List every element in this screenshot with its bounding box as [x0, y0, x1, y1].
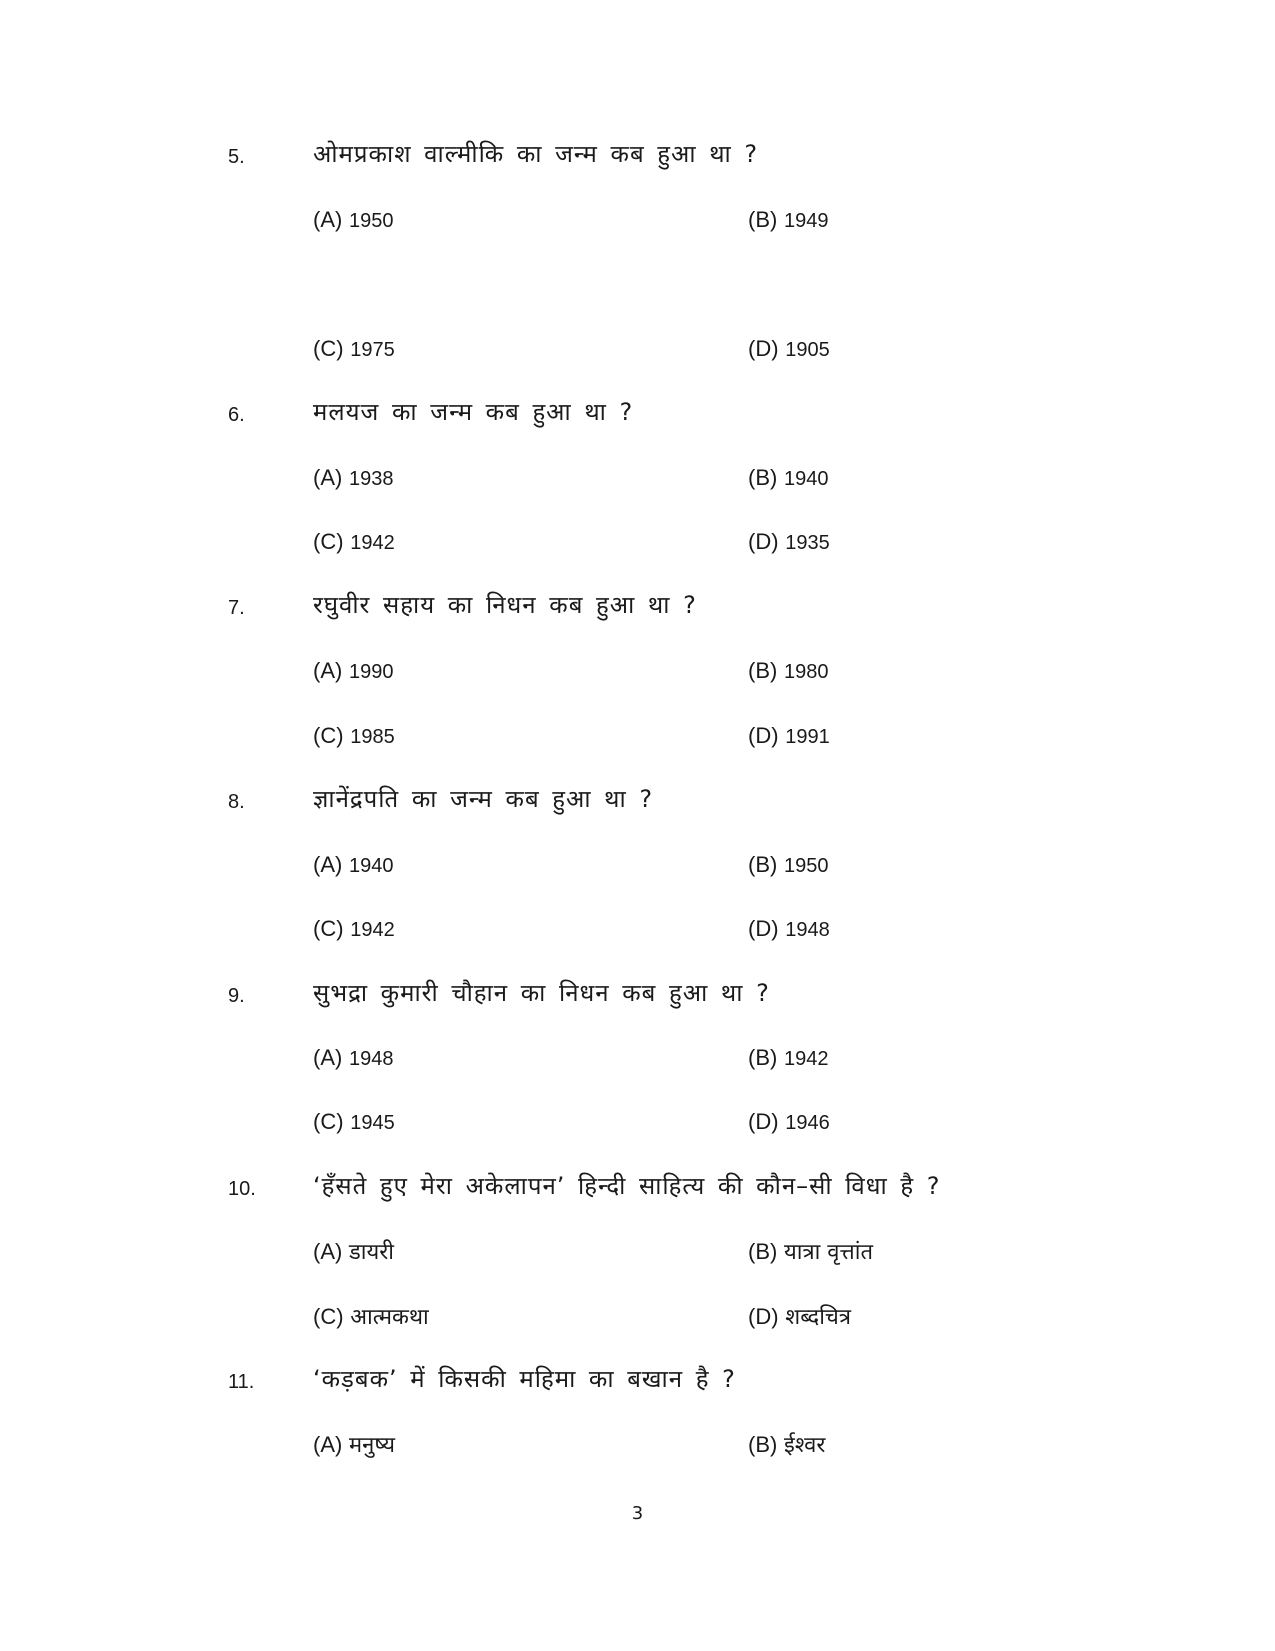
option-c — [313, 1109, 395, 1135]
option-label: (B) — [748, 1432, 778, 1457]
option-value: 1940 — [349, 855, 394, 877]
option-b — [748, 1429, 825, 1459]
option-value: 1938 — [349, 468, 394, 490]
option-label: (C) — [313, 916, 344, 941]
option-label: (B) — [748, 207, 778, 232]
option-label: (D) — [748, 1109, 779, 1134]
option-value: 1949 — [784, 210, 829, 232]
option-label: (D) — [748, 916, 779, 941]
option-value: 1942 — [350, 532, 395, 554]
option-value: 1935 — [785, 532, 830, 554]
question-number: 6. — [228, 404, 245, 426]
option-value: 1980 — [784, 661, 829, 683]
option-value: 1950 — [349, 210, 394, 232]
option-label: (C) — [313, 529, 344, 554]
option-b — [748, 1045, 829, 1071]
option-d — [748, 916, 830, 942]
option-value: 1950 — [784, 855, 829, 877]
option-label: (A) — [313, 207, 343, 232]
option-label: (A) — [313, 1045, 343, 1070]
option-d — [748, 1109, 830, 1135]
question-text: मलयज का जन्म कब हुआ था ? — [313, 398, 634, 426]
question-number: 11. — [228, 1371, 255, 1393]
question-text: ‘कड़बक’ में किसकी महिमा का बखान है ? — [313, 1365, 736, 1393]
option-value: 1975 — [350, 339, 395, 361]
option-value: डायरी — [349, 1240, 394, 1265]
question-number: 8. — [228, 791, 245, 813]
option-c — [313, 916, 395, 942]
option-value: 1946 — [785, 1112, 830, 1134]
option-label: (A) — [313, 1239, 343, 1264]
option-value: 1991 — [785, 726, 830, 748]
option-value: 1905 — [785, 339, 830, 361]
option-label: (B) — [748, 465, 778, 490]
option-a — [313, 465, 394, 491]
question-number: 7. — [228, 597, 245, 619]
option-label: (A) — [313, 1432, 343, 1457]
option-label: (B) — [748, 1045, 778, 1070]
option-label: (C) — [313, 336, 344, 361]
question-text: ओमप्रकाश वाल्मीकि का जन्म कब हुआ था ? — [313, 140, 759, 168]
option-value: 1990 — [349, 661, 394, 683]
option-value: यात्रा वृत्तांत — [784, 1240, 873, 1265]
option-label: (A) — [313, 465, 343, 490]
option-value: 1948 — [785, 919, 830, 941]
question-number: 5. — [228, 146, 245, 168]
option-d — [748, 529, 830, 555]
option-value: मनुष्य — [349, 1433, 395, 1458]
option-value: 1945 — [350, 1112, 395, 1134]
question-text: ‘हँसते हुए मेरा अकेलापन’ हिन्दी साहित्य की कौन–सी विधा है ? — [313, 1172, 941, 1200]
option-b — [748, 207, 829, 233]
option-label: (D) — [748, 1304, 779, 1329]
option-label: (C) — [313, 723, 344, 748]
option-label: (D) — [748, 529, 779, 554]
option-value: 1942 — [350, 919, 395, 941]
option-a — [313, 1429, 395, 1459]
question-text: रघुवीर सहाय का निधन कब हुआ था ? — [313, 591, 697, 619]
option-value: शब्दचित्र — [785, 1305, 852, 1330]
question-text: सुभद्रा कुमारी चौहान का निधन कब हुआ था ? — [313, 979, 770, 1007]
option-d — [748, 723, 830, 749]
option-c — [313, 529, 395, 555]
option-value: 1948 — [349, 1048, 394, 1070]
option-label: (C) — [313, 1304, 344, 1329]
page-number: 3 — [631, 1503, 644, 1524]
option-label: (B) — [748, 658, 778, 683]
option-b — [748, 1236, 873, 1266]
option-label: (A) — [313, 658, 343, 683]
option-value: ईश्वर — [784, 1433, 826, 1458]
option-c — [313, 723, 395, 749]
option-label: (A) — [313, 852, 343, 877]
option-c — [313, 336, 395, 362]
option-a — [313, 1045, 394, 1071]
option-value: आत्मकथा — [350, 1305, 429, 1330]
option-b — [748, 465, 829, 491]
option-value: 1985 — [350, 726, 395, 748]
question-number: 10. — [228, 1178, 256, 1200]
option-label: (D) — [748, 723, 779, 748]
option-value: 1940 — [784, 468, 829, 490]
option-a — [313, 1236, 394, 1266]
option-a — [313, 852, 394, 878]
option-c — [313, 1301, 429, 1331]
option-b — [748, 852, 829, 878]
option-a — [313, 658, 394, 684]
option-label: (B) — [748, 852, 778, 877]
option-d — [748, 1301, 851, 1331]
question-number: 9. — [228, 985, 245, 1007]
option-a — [313, 207, 394, 233]
option-d — [748, 336, 830, 362]
option-label: (D) — [748, 336, 779, 361]
option-b — [748, 658, 829, 684]
question-text: ज्ञानेंद्रपति का जन्म कब हुआ था ? — [313, 785, 654, 813]
option-label: (C) — [313, 1109, 344, 1134]
option-value: 1942 — [784, 1048, 829, 1070]
option-label: (B) — [748, 1239, 778, 1264]
